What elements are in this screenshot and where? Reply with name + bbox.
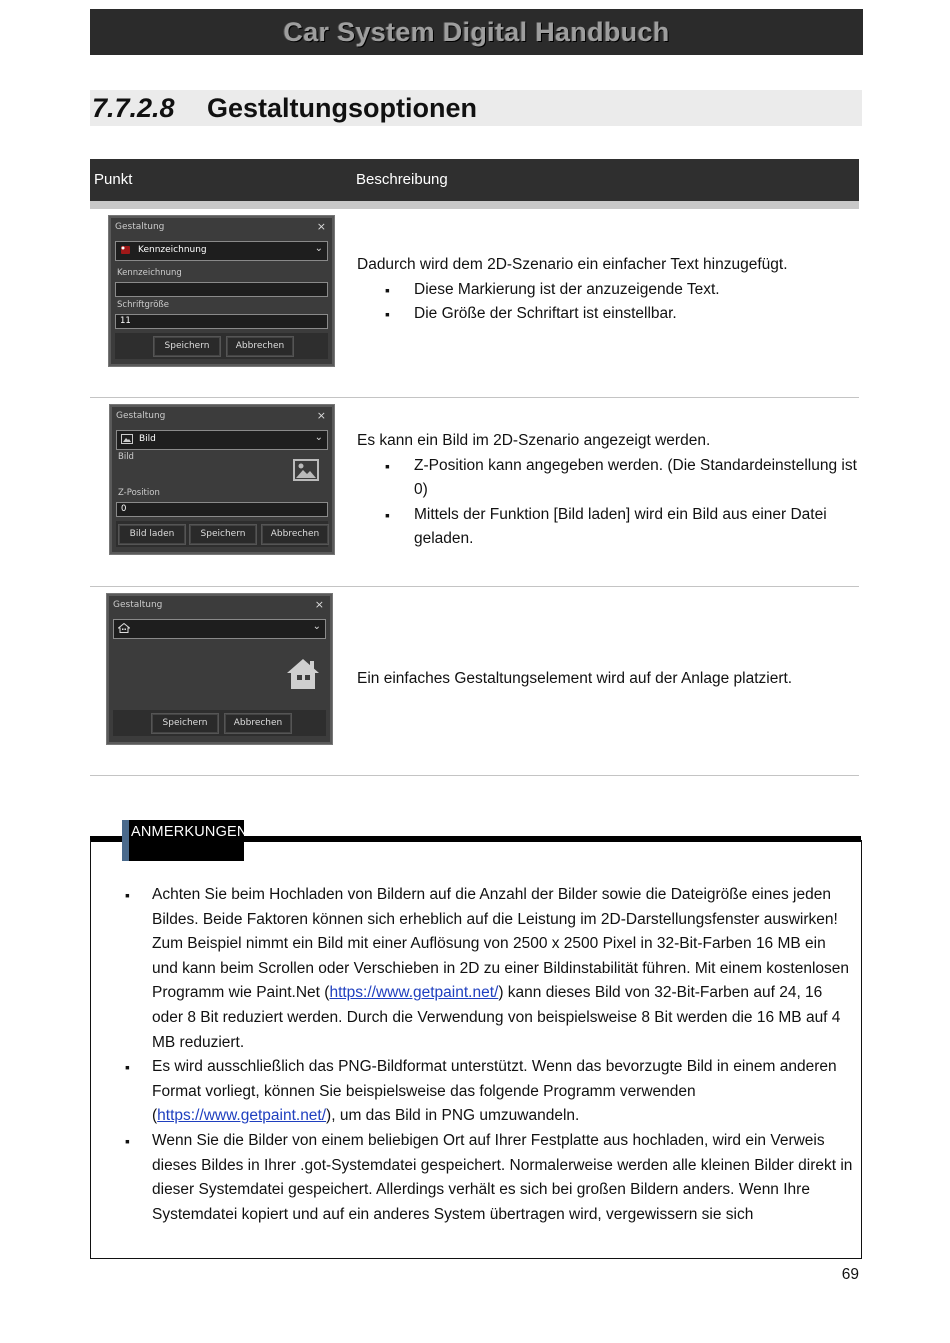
z-position-field[interactable]: 0 [116,502,328,517]
house-preview-icon [285,657,321,691]
load-image-button[interactable]: Bild laden [118,524,186,545]
dialog-button-bar [115,333,328,359]
notes-content [125,883,853,1227]
table-header [90,159,859,201]
chevron-down-icon: ⌄ [314,243,323,254]
note-item [125,883,853,1055]
note-text: ), um das Bild in PNG umzuwandeln. [326,1107,580,1125]
notes-label-tab [122,820,248,861]
close-icon[interactable]: × [316,220,326,233]
table-header-underline [90,201,859,209]
description-text: Es kann ein Bild im 2D-Szenario angezeigt werden. [357,432,711,449]
close-icon[interactable]: × [314,598,324,611]
image-design-dialog [109,404,335,555]
notes-title: ANMERKUNGEN [131,824,248,840]
cancel-button[interactable]: Abbrechen [224,713,292,734]
description-text: Ein einfaches Gestaltungselement wird auf der Anlage platziert. [357,670,793,687]
dialog-title: Gestaltung [113,600,163,610]
section-title: Gestaltungsoptionen [207,92,477,123]
type-dropdown[interactable] [113,619,326,639]
cancel-button[interactable]: Abbrechen [226,336,294,357]
dropdown-value: Kennzeichnung [138,245,207,255]
z-position-caption: Z-Position [118,488,160,498]
save-button[interactable]: Speichern [153,336,221,357]
label-icon [120,245,132,255]
bullet-item: ▪ Diese Markierung ist der anzuzeigende Text. [357,278,857,303]
section-number: 7.7.2.8 [92,92,175,123]
row-description [357,429,857,552]
description-bullets [357,454,857,552]
description-bullets [357,278,857,327]
dialog-title: Gestaltung [116,411,166,421]
column-header-item: Punkt [94,171,133,188]
note-text: Wenn Sie die Bilder von einem beliebigen Ort auf Ihrer Festplatte aus hochladen, wird ein Verweis dieses Bildes in Ihrer .got-Systemdatei gespeichert. Normalerweise werden alle kleinen Bilder direkt in dieser Systemdatei gespeichert. Allerdings verhält es sich bei großen Bildern anders. Wenn Ihre Systemdatei kopiert und auf ein anderes System übertragen wird, vergewissern sie sich [152,1131,853,1223]
page-number: 69 [841,1266,859,1283]
column-header-description: Beschreibung [356,171,448,188]
description-text: Dadurch wird dem 2D-Szenario ein einfacher Text hinzugefügt. [357,256,788,273]
note-text: Zum Beispiel nimmt ein Bild mit einer Auflösung von 2500 x 2500 Pixel in 32-Bit-Farben 16 MB ein und kann beim Scrollen oder Verschieben in 2D zu einer Bildinstabilität führen. Mit einem kostenlosen Programm wie Paint.Net ( [152,935,850,1002]
note-item [125,1055,853,1129]
chevron-down-icon: ⌄ [314,432,323,443]
note-text: Achten Sie beim Hochladen von Bildern auf die Anzahl der Bilder sowie die Dateigröße eines jeden Bildes. Beide Faktoren können sich erheblich auf die Leistung im 2D-Darstellungsfenster auswirken! [152,886,838,928]
label-text-field[interactable] [115,282,328,297]
image-icon [121,434,133,444]
notes-list [125,883,853,1227]
dialog-title: Gestaltung [115,222,165,232]
paintnet-link[interactable]: https://www.getpaint.net/ [329,984,499,1002]
document-header [90,9,863,55]
note-text: ) kann dieses Bild von 32-Bit-Farben auf 24, 16 oder 8 Bit reduziert werden. Durch die Verwendung von beispielsweise 8 Bit werden die 16 MB auf 4 MB reduziert. [152,984,841,1051]
image-preview-icon [293,459,319,481]
notes-accent-bar [122,820,129,861]
close-icon[interactable]: × [316,409,326,422]
note-text: Es wird ausschließlich das PNG-Bildformat unterstützt. Wenn das bevorzugte Bild in einem anderen Format vorliegt, können Sie beispielsweise das folgende Programm verwenden ( [152,1058,837,1125]
section-heading [90,90,862,126]
text-design-dialog [108,215,335,367]
row-divider [90,397,859,398]
document-title: Car System Digital Handbuch [283,16,670,47]
font-size-field[interactable]: 11 [115,314,328,329]
image-caption: Bild [118,452,134,462]
cancel-button[interactable]: Abbrechen [261,524,329,545]
note-item [125,1129,853,1227]
element-design-dialog [106,593,333,745]
type-dropdown[interactable] [115,241,328,261]
save-button[interactable]: Speichern [151,713,219,734]
dialog-button-bar [116,521,328,547]
dialog-button-bar [113,710,326,736]
row-description [357,667,857,692]
row-description [357,253,857,327]
chevron-down-icon: ⌄ [312,621,321,632]
house-icon [118,623,130,633]
bullet-item: ▪ Mittels der Funktion [Bild laden] wird ein Bild aus einer Datei geladen. [357,503,857,552]
row-divider [90,586,859,587]
save-button[interactable]: Speichern [189,524,257,545]
bullet-item: ▪ Die Größe der Schriftart ist einstellbar. [357,302,857,327]
label-caption: Kennzeichnung [117,268,182,278]
paintnet-link[interactable]: https://www.getpaint.net/ [157,1107,327,1125]
bullet-item: ▪ Z-Position kann angegeben werden. (Die Standardeinstellung ist 0) [357,454,857,503]
row-divider [90,775,859,776]
dropdown-value: Bild [139,434,156,444]
type-dropdown[interactable] [116,430,328,450]
font-size-caption: Schriftgröße [117,300,169,310]
